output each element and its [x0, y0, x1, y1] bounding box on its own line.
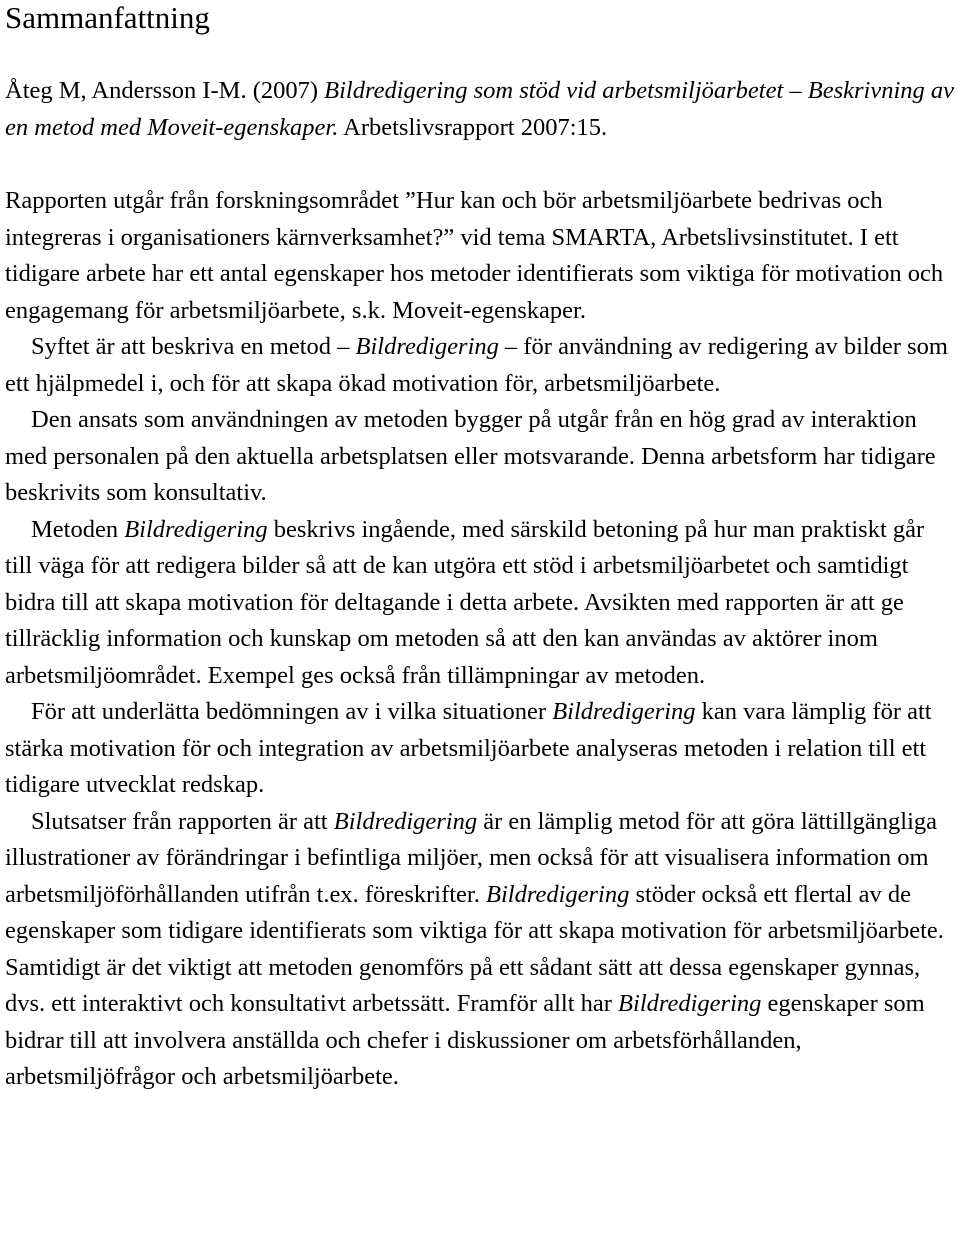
paragraph-assessment	[5, 694, 955, 804]
section-heading: Sammanfattning	[5, 0, 210, 35]
paragraph-method-part-1: Metoden	[31, 515, 125, 543]
paragraph-method-part-2: beskrivs ingående, med särskild betoning på hur man praktiskt går till väga för att redigera bilder så att de kan utgöra ett stöd i arbetsmiljöarbetet och samtidigt bidra till att skapa motivation för deltagande i detta arbete. Avsikten med rapporten är att ge tillräcklig information och kunskap om metoden så att den kan användas av aktörer inom arbetsmiljöområdet. Exempel ges också från tillämpningar av metoden.	[5, 515, 925, 689]
paragraph-assessment-part-2: kan vara lämplig för att stärka motivation för och integration av arbetsmiljöarbete analyseras metoden i relation till ett tidigare utvecklat redskap.	[5, 698, 932, 798]
citation	[5, 73, 955, 146]
method-name: Bildredigering	[618, 990, 762, 1017]
document-body	[5, 73, 955, 1096]
paragraph-background-part-1: Rapporten utgår från forskningsområdet ”Hur kan och bör arbetsmiljöarbete bedrivas och integreras i organisationers kärnverksamhet?” vid tema SMARTA, Arbetslivsinstitutet.	[5, 187, 883, 251]
paragraph-background-part-2: I ett tidigare arbete har ett antal egenskaper hos metoder identifierats som viktiga för motivation och engagemang för arbetsmiljöarbete, s.k. Moveit-egenskaper.	[5, 223, 944, 324]
citation-authors-year: Åteg M, Andersson I-M. (2007)	[5, 77, 325, 104]
paragraph-conclusions-part-3: stöder också ett flertal av de egenskaper som tidigare identifierats som viktiga för att skapa motivation för arbetsmiljöarbete. Samtidigt är det viktigt att metoden genomförs på ett sådant sätt att dessa egenskaper gynnas, dvs. ett interaktivt och konsultativt arbetssätt. Framför allt har	[5, 880, 944, 1017]
paragraph-purpose-part-1: Syftet är att beskriva en metod –	[31, 333, 356, 360]
method-name: Bildredigering	[355, 333, 499, 360]
method-name: Bildredigering	[485, 880, 630, 908]
paragraph-background	[5, 183, 955, 329]
paragraph-conclusions-part-2: är en lämplig metod för att göra lättillgängliga illustrationer av förändringar i befintliga miljöer, men också för att visualisera information om arbetsmiljöförhållanden utifrån t.ex. föreskrifter.	[5, 807, 938, 908]
paragraph-purpose-part-2: – för användning av redigering av bilder som ett hjälpmedel i, och för att skapa ökad motivation för, arbetsmiljöarbete.	[5, 333, 948, 397]
method-name: Bildredigering	[333, 807, 478, 835]
document-page	[5, 0, 955, 1096]
paragraph-purpose	[5, 329, 955, 402]
citation-series: Arbetslivsrapport 2007:15.	[338, 113, 608, 141]
method-name: Bildredigering	[124, 515, 268, 543]
paragraph-conclusions	[5, 804, 955, 1096]
paragraph-conclusions-part-1: Slutsatser från rapporten är att	[31, 807, 334, 835]
paragraph-approach: Den ansats som användningen av metoden bygger på utgår från en hög grad av interaktion med personalen på den aktuella arbetsplatsen eller motsvarande. Denna arbetsform har tidigare beskrivits som konsultativ.	[5, 406, 936, 506]
citation-title: Bildredigering som stöd vid arbetsmiljöarbetet – Beskrivning av en metod med Moveit-egenskaper.	[5, 77, 955, 141]
paragraph-assessment-part-1: För att underlätta bedömningen av i vilka situationer	[31, 698, 553, 725]
paragraph-method-description	[5, 512, 955, 695]
method-name: Bildredigering	[552, 698, 696, 725]
paragraph-conclusions-part-4: egenskaper som bidrar till att involvera anställda och chefer i diskussioner om arbetsförhållanden, arbetsmiljöfrågor och arbetsmiljöarbete.	[5, 990, 925, 1090]
